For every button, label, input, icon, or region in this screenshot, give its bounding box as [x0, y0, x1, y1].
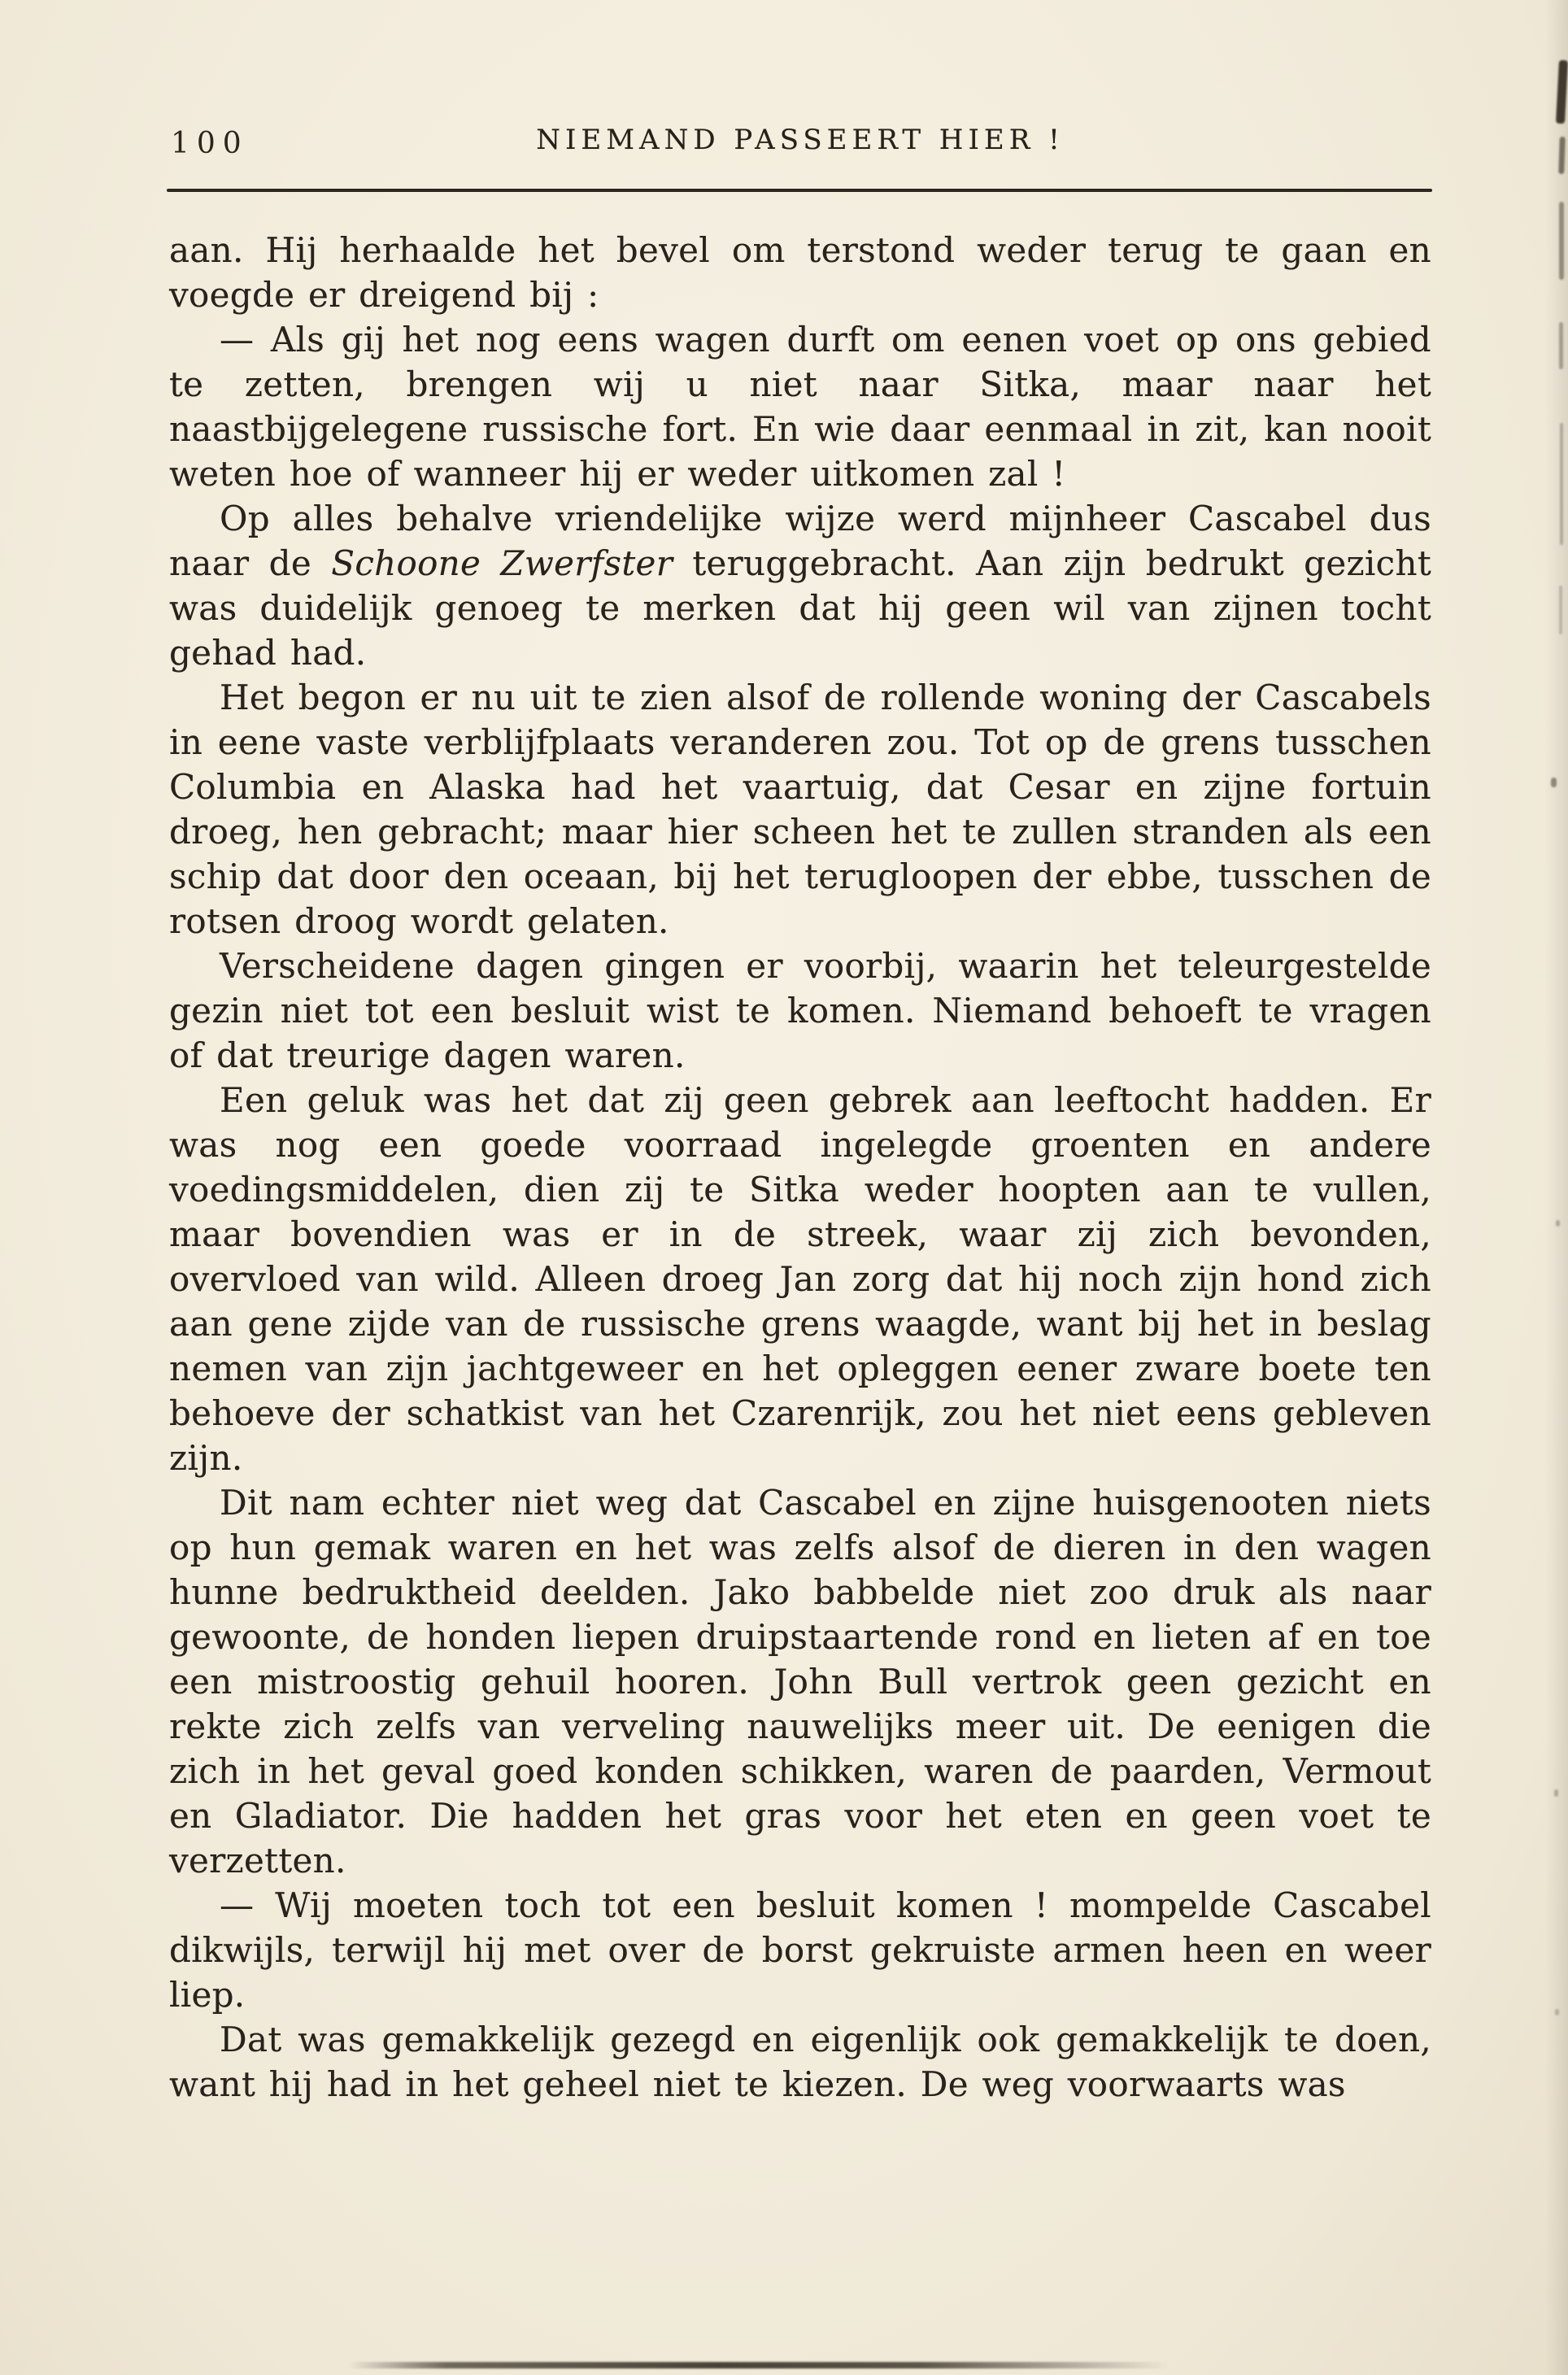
paragraph-3 — [169, 496, 1431, 675]
scan-artifact-streak — [1559, 322, 1563, 369]
paragraph-1: aan. Hij herhaalde het bevel om terstond weder terug te gaan en voegde er dreigend bij : — [169, 230, 1431, 315]
header-rule-divider — [167, 189, 1432, 192]
paragraph-4: Het begon er nu uit te zien alsof de rollende woning der Cascabels in eene vaste verblijfplaats veranderen zou. Tot op de grens tusschen Columbia en Alaska had het vaartuig, dat Cesar en zijne fortuin droeg, hen gebracht; maar hier scheen het te zullen stranden als een schip dat door den oceaan, bij het terugloopen der ebbe, tusschen de rotsen droog wordt gelaten. — [169, 678, 1431, 941]
running-title: NIEMAND PASSEERT HIER ! — [536, 124, 1065, 156]
paragraph-6: Een geluk was het dat zij geen gebrek aan leeftocht hadden. Er was nog een goede voorraad ingelegde groenten en andere voedingsmiddelen, dien zij te Sitka weder hoopten aan te vullen, maar bovendien was er in de streek, waar zij zich bevonden, overvloed van wild. Alleen droeg Jan zorg dat hij noch zijn hond zich aan gene zijde van de russische grens waagde, want bij het in beslag nemen van zijn jachtgeweer en het opleggen eener zware boete ten behoeve der schatkist van het Czarenrijk, zou het niet eens gebleven zijn. — [169, 1080, 1431, 1478]
paragraph-8-dialogue: — Wij moeten toch tot een besluit komen ! mompelde Cascabel dikwijls, terwijl hij met over de borst gekruiste armen heen en weer liep. — [169, 1885, 1431, 2015]
ship-name-italic: Schoone Zwerfster — [331, 543, 673, 583]
scan-artifact-speck — [1554, 1789, 1558, 1797]
page-number: 100 — [171, 127, 249, 160]
paragraph-7: Dit nam echter niet weg dat Cascabel en zijne huisgenooten niets op hun gemak waren en het was zelfs alsof de dieren in den wagen hunne bedruktheid deelden. Jako babbelde niet zoo druk als naar gewoonte, de honden liepen druipstaartende rond en lieten af en toe een mistroostig gehuil hooren. John Bull vertrok geen gezicht en rekte zich zelfs van verveling nauwelijks meer uit. De eenigen die zich in het geval goed konden schikken, waren de paarden, Vermout en Gladiator. Die hadden het gras voor het eten en geen voet te verzetten. — [169, 1483, 1431, 1880]
paragraph-2-dialogue: — Als gij het nog eens wagen durft om eenen voet op ons gebied te zetten, brengen wij u niet naar Sitka, maar naar het naastbijgelegene russische fort. En wie daar eenmaal in zit, kan nooit weten hoe of wanneer hij er weder uitkomen zal ! — [169, 320, 1431, 494]
page-header — [169, 120, 1431, 172]
scan-artifact-bottom-smudge — [348, 2362, 1169, 2368]
page-body-text — [169, 228, 1431, 2107]
paragraph-3-segment-after: teruggebracht. Aan zijn bedrukt gezicht was duidelijk genoeg te merken dat hij geen wil van zijnen tocht gehad had. — [169, 543, 1431, 673]
scan-artifact-speck — [1555, 2009, 1559, 2015]
scan-edge-shadow — [1545, 0, 1568, 2375]
scan-artifact-speck — [1556, 1220, 1560, 1227]
scan-artifact-streak — [1559, 586, 1562, 634]
paragraph-9: Dat was gemakkelijk gezegd en eigenlijk ook gemakkelijk te doen, want hij had in het geheel niet te kiezen. De weg voorwaarts was — [169, 2020, 1431, 2104]
scan-artifact-speck — [1551, 778, 1557, 787]
scan-artifact-streak — [1559, 202, 1564, 280]
paragraph-3-segment-before: Op alles behalve vriendelijke wijze werd mijnheer Cascabel dus naar de — [169, 499, 1431, 583]
paragraph-5: Verscheidene dagen gingen er voorbij, waarin het teleurgestelde gezin niet tot een besluit wist te komen. Niemand behoeft te vragen of dat treurige dagen waren. — [169, 946, 1431, 1075]
scan-artifact-streak — [1560, 423, 1563, 545]
